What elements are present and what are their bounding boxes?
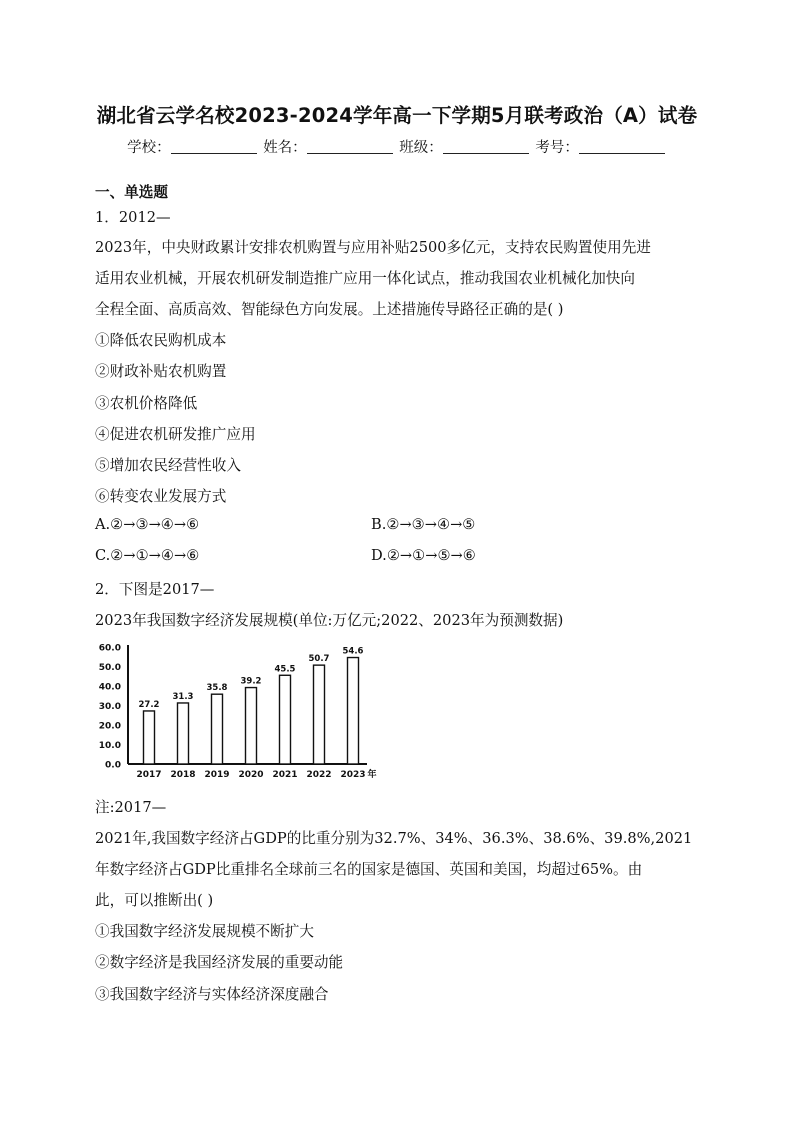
data-label: 27.2 (138, 699, 160, 710)
q2-note-line: 此，可以推断出( ) (95, 892, 214, 909)
bar (314, 665, 325, 764)
q2-line: 2023年我国数字经济发展规模(单位:万亿元;2022、2023年为预测数据) (95, 612, 564, 629)
name-blank (307, 139, 393, 154)
q2-note-line: 2021年,我国数字经济占GDP的比重分别为32.7%、34%、36.3%、38.6%、39.8%,2021 (95, 830, 693, 847)
school-blank (171, 139, 257, 154)
data-label: 35.8 (206, 683, 228, 694)
q1-line: 适用农业机械，开展农机研发制造推广应用一体化试点，推动我国农业机械化加快向 (95, 270, 635, 287)
data-label: 50.7 (308, 654, 330, 665)
name-label: 姓名： (263, 140, 307, 156)
student-info-line (0, 136, 794, 157)
bar (212, 694, 223, 764)
q1-option-d[interactable]: D.②→①→⑤→⑥ (371, 547, 476, 564)
q2-note-line: 注:2017— (95, 799, 167, 816)
q1-item: ①降低农民购机成本 (95, 332, 227, 349)
q1-option-b[interactable]: B.②→③→④→⑤ (371, 516, 476, 533)
exam-number-label: 考号： (535, 140, 579, 156)
q2-item: ②数字经济是我国经济发展的重要动能 (95, 954, 344, 971)
q1-item: ⑤增加农民经营性收入 (95, 457, 241, 474)
x-axis-unit-label: 年 (367, 770, 377, 780)
x-tick-label: 2021 (272, 770, 298, 780)
q1-option-c[interactable]: C.②→①→④→⑥ (95, 547, 200, 564)
class-label: 班级： (399, 140, 443, 156)
q2-item: ①我国数字经济发展规模不断扩大 (95, 923, 314, 940)
bar (280, 675, 291, 764)
exam-number-blank (579, 139, 665, 154)
q1-line: 全程全面、高质高效、智能绿色方向发展。上述措施传导路径正确的是( ) (95, 301, 564, 318)
q2-line: 2．下图是2017— (95, 581, 215, 598)
y-tick-label: 20.0 (98, 721, 121, 732)
y-tick-label: 60.0 (98, 643, 121, 654)
digital-economy-bar-chart (95, 637, 385, 782)
x-tick-label: 2018 (170, 770, 196, 780)
q1-line: 2023年，中央财政累计安排农机购置与应用补贴2500多亿元，支持农民购置使用先进 (95, 239, 651, 256)
q1-item: ④促进农机研发推广应用 (95, 426, 256, 443)
q2-item: ③我国数字经济与实体经济深度融合 (95, 986, 329, 1003)
data-label: 39.2 (240, 676, 262, 687)
bar (178, 703, 189, 764)
q1-option-a[interactable]: A.②→③→④→⑥ (95, 516, 200, 533)
q1-item: ⑥转变农业发展方式 (95, 488, 227, 505)
x-tick-label: 2023 (340, 770, 366, 780)
data-label: 31.3 (172, 691, 194, 702)
y-tick-label: 40.0 (98, 682, 121, 693)
x-tick-label: 2017 (136, 770, 162, 780)
y-tick-label: 50.0 (98, 663, 121, 673)
bar (144, 711, 155, 764)
bar (348, 658, 359, 764)
y-tick-label: 30.0 (98, 702, 121, 712)
section-title: 一、单选题 (95, 184, 168, 201)
q2-note-line: 年数字经济占GDP比重排名全球前三名的国家是德国、英国和美国，均超过65%。由 (95, 861, 643, 878)
q1-item: ②财政补贴农机购置 (95, 363, 227, 380)
y-tick-label: 0.0 (105, 760, 121, 771)
q1-line: 1．2012— (95, 209, 171, 226)
data-label: 45.5 (274, 664, 296, 675)
page-title: 湖北省云学名校2023-2024学年高一下学期5月联考政治（A）试卷 (96, 104, 698, 127)
x-tick-label: 2020 (238, 770, 264, 780)
class-blank (443, 139, 529, 154)
school-label: 学校： (127, 140, 171, 156)
bar (246, 688, 257, 764)
y-tick-label: 10.0 (98, 741, 121, 751)
q1-item: ③农机价格降低 (95, 395, 198, 412)
x-tick-label: 2019 (204, 770, 230, 780)
x-tick-label: 2022 (306, 770, 332, 780)
data-label: 54.6 (342, 646, 364, 657)
